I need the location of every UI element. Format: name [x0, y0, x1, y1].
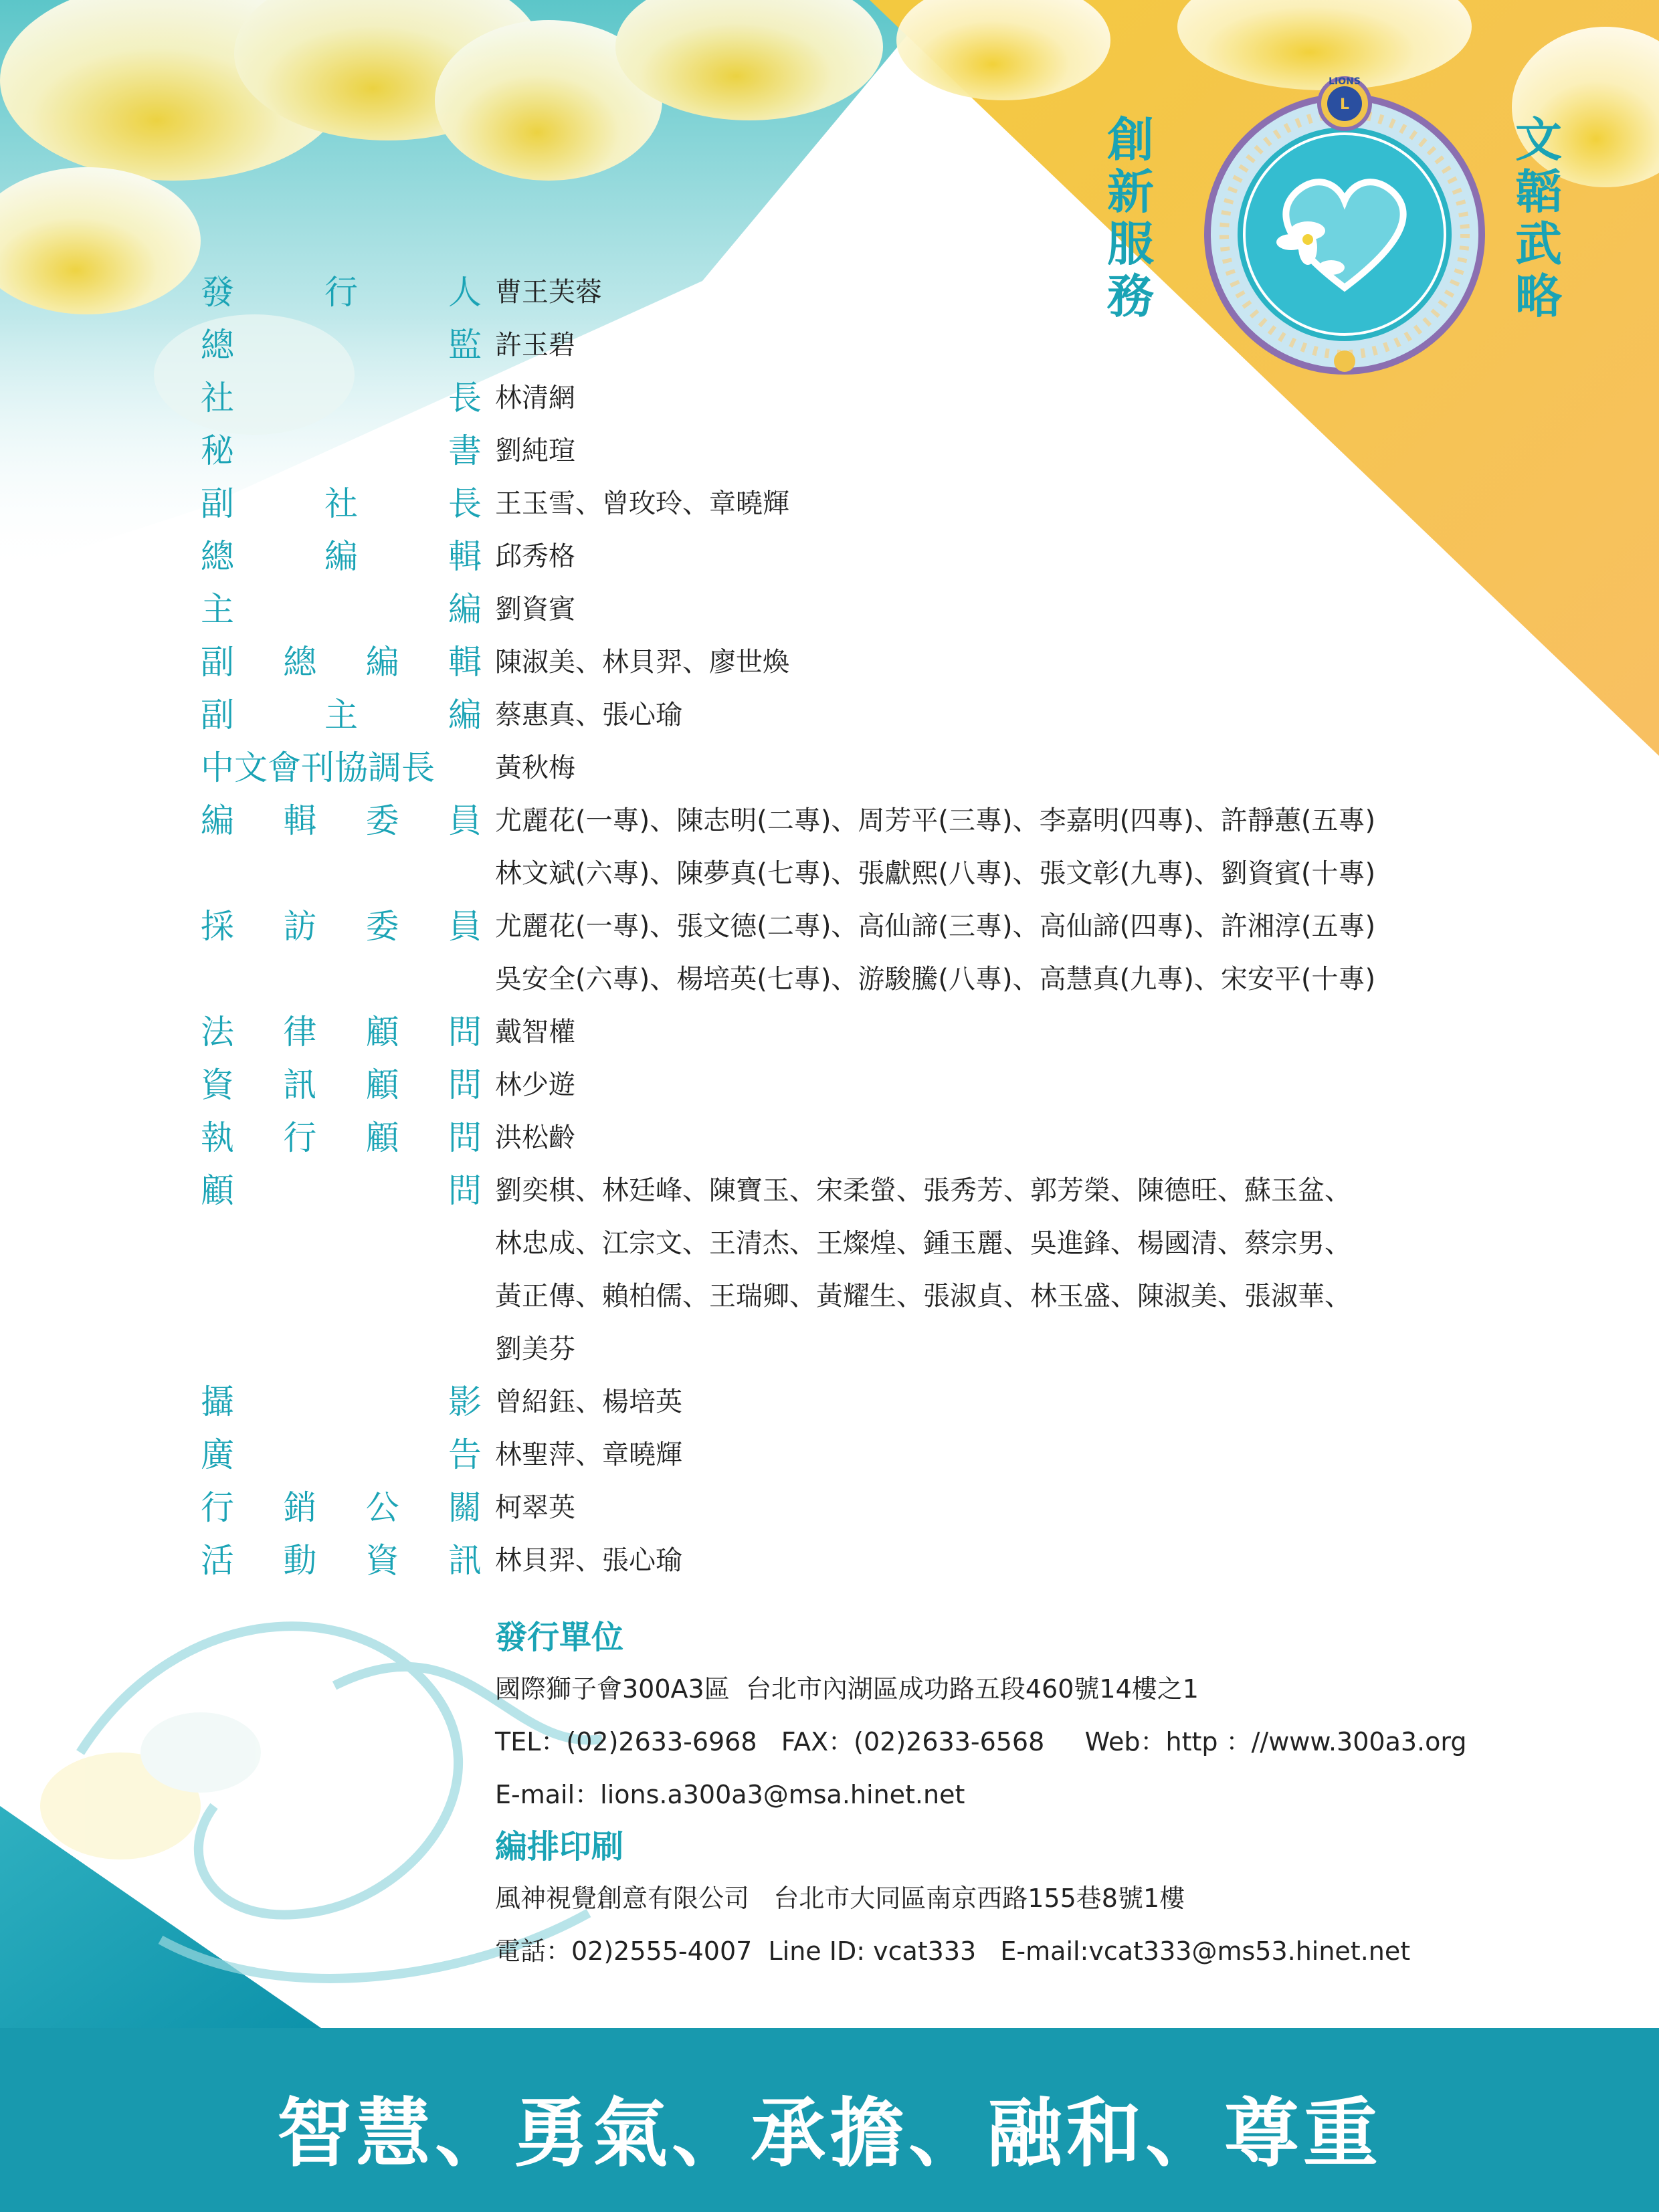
staff-row	[201, 425, 1472, 478]
staff-names	[482, 1059, 1472, 1112]
staff-role-char: 輯	[448, 537, 482, 576]
staff-role	[201, 1165, 482, 1217]
staff-row	[201, 900, 1472, 1006]
faded-flowers	[40, 1712, 261, 1859]
slogan-right-char: 武	[1515, 216, 1562, 272]
publisher-info	[495, 1612, 1565, 1978]
staff-row	[201, 372, 1472, 425]
staff-names	[482, 583, 1472, 636]
staff-role-char: 中文會刊協調長	[201, 748, 435, 787]
staff-role-char: 編	[365, 643, 399, 682]
staff-role-char: 公	[365, 1488, 399, 1527]
staff-role-char: 監	[448, 326, 482, 365]
staff-role-char: 告	[448, 1435, 482, 1474]
staff-role-char: 動	[283, 1541, 317, 1580]
staff-role-char: 主	[201, 590, 234, 629]
staff-role	[201, 478, 482, 530]
staff-role-char: 副	[201, 484, 234, 523]
staff-role	[201, 1376, 482, 1429]
publisher-address: 國際獅子會300A3區 台北市內湖區成功路五段460號14樓之1	[495, 1674, 1199, 1704]
staff-role-char: 顧	[365, 1013, 399, 1051]
staff-names	[482, 689, 1472, 742]
staff-names-line: 劉純瑄	[495, 435, 575, 466]
staff-role-char: 員	[448, 801, 482, 840]
staff-role-char: 社	[324, 484, 358, 523]
staff-names-line: 王玉雪、曾玫玲、章曉輝	[495, 488, 789, 519]
staff-role-char: 問	[448, 1118, 482, 1157]
staff-names-line: 黃正傳、賴柏儒、王瑞卿、黃耀生、張淑貞、林玉盛、陳淑美、張淑華、	[495, 1281, 1351, 1312]
staff-names	[482, 1534, 1472, 1587]
staff-role-char: 訊	[448, 1541, 482, 1580]
staff-names	[482, 478, 1472, 530]
staff-names-line: 尤麗花(一專)、陳志明(二專)、周芳平(三專)、李嘉明(四專)、許靜蕙(五專)	[495, 805, 1376, 836]
publisher-contact: TEL：(02)2633-6968 FAX：(02)2633-6568 Web：http ：//www.300a3.org	[495, 1727, 1467, 1756]
staff-role-char: 攝	[201, 1383, 234, 1421]
staff-names	[482, 1006, 1472, 1059]
staff-role-char: 編	[448, 590, 482, 629]
staff-row	[201, 689, 1472, 742]
staff-names-line: 吳安全(六專)、楊培英(七專)、游駿騰(八專)、高慧真(九專)、宋安平(十專)	[495, 964, 1376, 995]
staff-names	[482, 266, 1472, 319]
staff-role-char: 委	[365, 801, 399, 840]
staff-names-line: 林貝羿、張心瑜	[495, 1545, 682, 1576]
staff-row	[201, 1376, 1472, 1429]
staff-names-line: 林清網	[495, 383, 575, 413]
staff-role	[201, 1059, 482, 1112]
staff-role-char: 總	[201, 326, 234, 365]
staff-role-char: 人	[448, 273, 482, 312]
staff-role-char: 編	[448, 696, 482, 734]
staff-names	[482, 900, 1472, 1006]
staff-role-char: 顧	[365, 1066, 399, 1104]
staff-names-line: 劉奕棋、林廷峰、陳寶玉、宋柔螢、張秀芳、郭芳榮、陳德旺、蘇玉盆、	[495, 1175, 1351, 1206]
staff-names	[482, 1112, 1472, 1165]
staff-names	[482, 1376, 1472, 1429]
staff-names-line: 林聖萍、章曉輝	[495, 1439, 682, 1470]
slogan-right-char: 韜	[1515, 164, 1562, 219]
slogan-right	[1512, 114, 1565, 322]
staff-names-line: 劉美芬	[495, 1334, 575, 1365]
staff-row	[201, 319, 1472, 372]
staff-names-line: 黃秋梅	[495, 752, 575, 783]
staff-row	[201, 266, 1472, 319]
staff-names-line: 曾紹鈺、楊培英	[495, 1387, 682, 1417]
staff-role	[201, 1112, 482, 1165]
staff-role-char: 顧	[201, 1171, 234, 1210]
staff-row	[201, 1482, 1472, 1534]
staff-role-char: 總	[201, 537, 234, 576]
staff-names	[482, 742, 1472, 795]
staff-role-char: 法	[201, 1013, 234, 1051]
staff-role-char: 編	[201, 801, 234, 840]
staff-names	[482, 319, 1472, 372]
printer-heading: 編排印刷	[495, 1828, 624, 1866]
publisher-email: E-mail：lions.a300a3@msa.hinet.net	[495, 1780, 965, 1809]
staff-role-char: 問	[448, 1013, 482, 1051]
staff-role-char: 長	[448, 484, 482, 523]
staff-role-char: 活	[201, 1541, 234, 1580]
printer-address: 風神視覺創意有限公司 台北市大同區南京西路155巷8號1樓	[495, 1884, 1185, 1913]
staff-role-char: 行	[201, 1488, 234, 1527]
staff-names-line: 劉資賓	[495, 594, 575, 625]
staff-role-char: 顧	[365, 1118, 399, 1157]
staff-role-char: 問	[448, 1171, 482, 1210]
staff-role-char: 輯	[283, 801, 317, 840]
staff-names-line: 蔡惠真、張心瑜	[495, 700, 682, 730]
staff-role-char: 影	[448, 1383, 482, 1421]
staff-role	[201, 319, 482, 372]
staff-role	[201, 1482, 482, 1534]
publisher-heading: 發行單位	[495, 1619, 624, 1656]
staff-role	[201, 742, 482, 795]
staff-names-line: 戴智權	[495, 1017, 575, 1047]
staff-names-line: 尤麗花(一專)、張文德(二專)、高仙諦(三專)、高仙諦(四專)、許湘淳(五專)	[495, 911, 1376, 942]
staff-role	[201, 372, 482, 425]
staff-role-char: 行	[324, 273, 358, 312]
staff-role-char: 資	[365, 1541, 399, 1580]
staff-role-char: 廣	[201, 1435, 234, 1474]
staff-row	[201, 1059, 1472, 1112]
staff-row	[201, 583, 1472, 636]
staff-row	[201, 1165, 1472, 1376]
staff-row	[201, 530, 1472, 583]
staff-role-char: 委	[365, 907, 399, 946]
staff-role	[201, 636, 482, 689]
staff-names-line: 林文斌(六專)、陳夢真(七專)、張獻熙(八專)、張文彰(九專)、劉資賓(十專)	[495, 858, 1376, 889]
staff-role-char: 採	[201, 907, 234, 946]
staff-role-char: 問	[448, 1066, 482, 1104]
staff-role-char: 書	[448, 431, 482, 470]
staff-names	[482, 1429, 1472, 1482]
staff-role	[201, 1006, 482, 1059]
slogan-left-char: 創	[1107, 112, 1154, 167]
staff-role	[201, 795, 482, 847]
staff-role	[201, 689, 482, 742]
staff-role-char: 行	[283, 1118, 317, 1157]
staff-role-char: 秘	[201, 431, 234, 470]
staff-role	[201, 1429, 482, 1482]
staff-row	[201, 1429, 1472, 1482]
staff-role-char: 副	[201, 643, 234, 682]
staff-role-char: 主	[324, 696, 358, 734]
staff-names-line: 柯翠英	[495, 1492, 575, 1523]
staff-role-char: 訊	[283, 1066, 317, 1104]
staff-row	[201, 636, 1472, 689]
slogan-left-char: 服	[1107, 216, 1154, 272]
staff-role-char: 訪	[283, 907, 317, 946]
staff-row	[201, 1534, 1472, 1587]
staff-names	[482, 530, 1472, 583]
staff-names	[482, 425, 1472, 478]
staff-row	[201, 795, 1472, 900]
slogan-right-char: 文	[1515, 112, 1562, 167]
staff-role	[201, 900, 482, 953]
staff-names	[482, 1165, 1472, 1376]
staff-names	[482, 1482, 1472, 1534]
staff-row	[201, 478, 1472, 530]
staff-role-char: 資	[201, 1066, 234, 1104]
staff-names	[482, 636, 1472, 689]
staff-role-char: 關	[448, 1488, 482, 1527]
staff-role-char: 副	[201, 696, 234, 734]
slogan-right-char: 略	[1515, 268, 1562, 324]
staff-names-line: 陳淑美、林貝羿、廖世煥	[495, 647, 789, 678]
staff-role-char: 總	[283, 643, 317, 682]
staff-row	[201, 742, 1472, 795]
staff-role	[201, 1534, 482, 1587]
staff-role-char: 執	[201, 1118, 234, 1157]
emblem-L: L	[1339, 96, 1350, 113]
staff-list	[201, 266, 1472, 1587]
staff-role-char: 輯	[448, 643, 482, 682]
staff-role-char: 銷	[283, 1488, 317, 1527]
staff-names	[482, 372, 1472, 425]
staff-names-line: 許玉碧	[495, 330, 575, 361]
slogan-left-char: 務	[1107, 268, 1154, 324]
staff-names-line: 林忠成、江宗文、王清杰、王燦煌、鍾玉麗、吳進鋒、楊國清、蔡宗男、	[495, 1228, 1351, 1259]
staff-role-char: 長	[448, 379, 482, 417]
emblem-label: LIONS	[1329, 76, 1361, 87]
staff-role	[201, 266, 482, 319]
staff-names	[482, 795, 1472, 900]
staff-role	[201, 530, 482, 583]
staff-row	[201, 1112, 1472, 1165]
staff-names-line: 邱秀格	[495, 541, 575, 572]
printer-contact: 電話：02)2555-4007 Line ID: vcat333 E-mail:vcat333@ms53.hinet.net	[495, 1936, 1411, 1966]
staff-row	[201, 1006, 1472, 1059]
staff-names-line: 洪松齡	[495, 1122, 575, 1153]
staff-names-line: 林少遊	[495, 1070, 575, 1100]
footer-motto: 智慧、勇氣、承擔、融和、尊重	[277, 2090, 1382, 2177]
staff-role-char: 員	[448, 907, 482, 946]
staff-names-line: 曹王芙蓉	[495, 277, 602, 308]
staff-role-char: 發	[201, 273, 234, 312]
slogan-left-char: 新	[1107, 164, 1154, 219]
staff-role-char: 編	[324, 537, 358, 576]
staff-role	[201, 425, 482, 478]
staff-role-char: 社	[201, 379, 234, 417]
staff-role	[201, 583, 482, 636]
staff-role-char: 律	[283, 1013, 317, 1051]
